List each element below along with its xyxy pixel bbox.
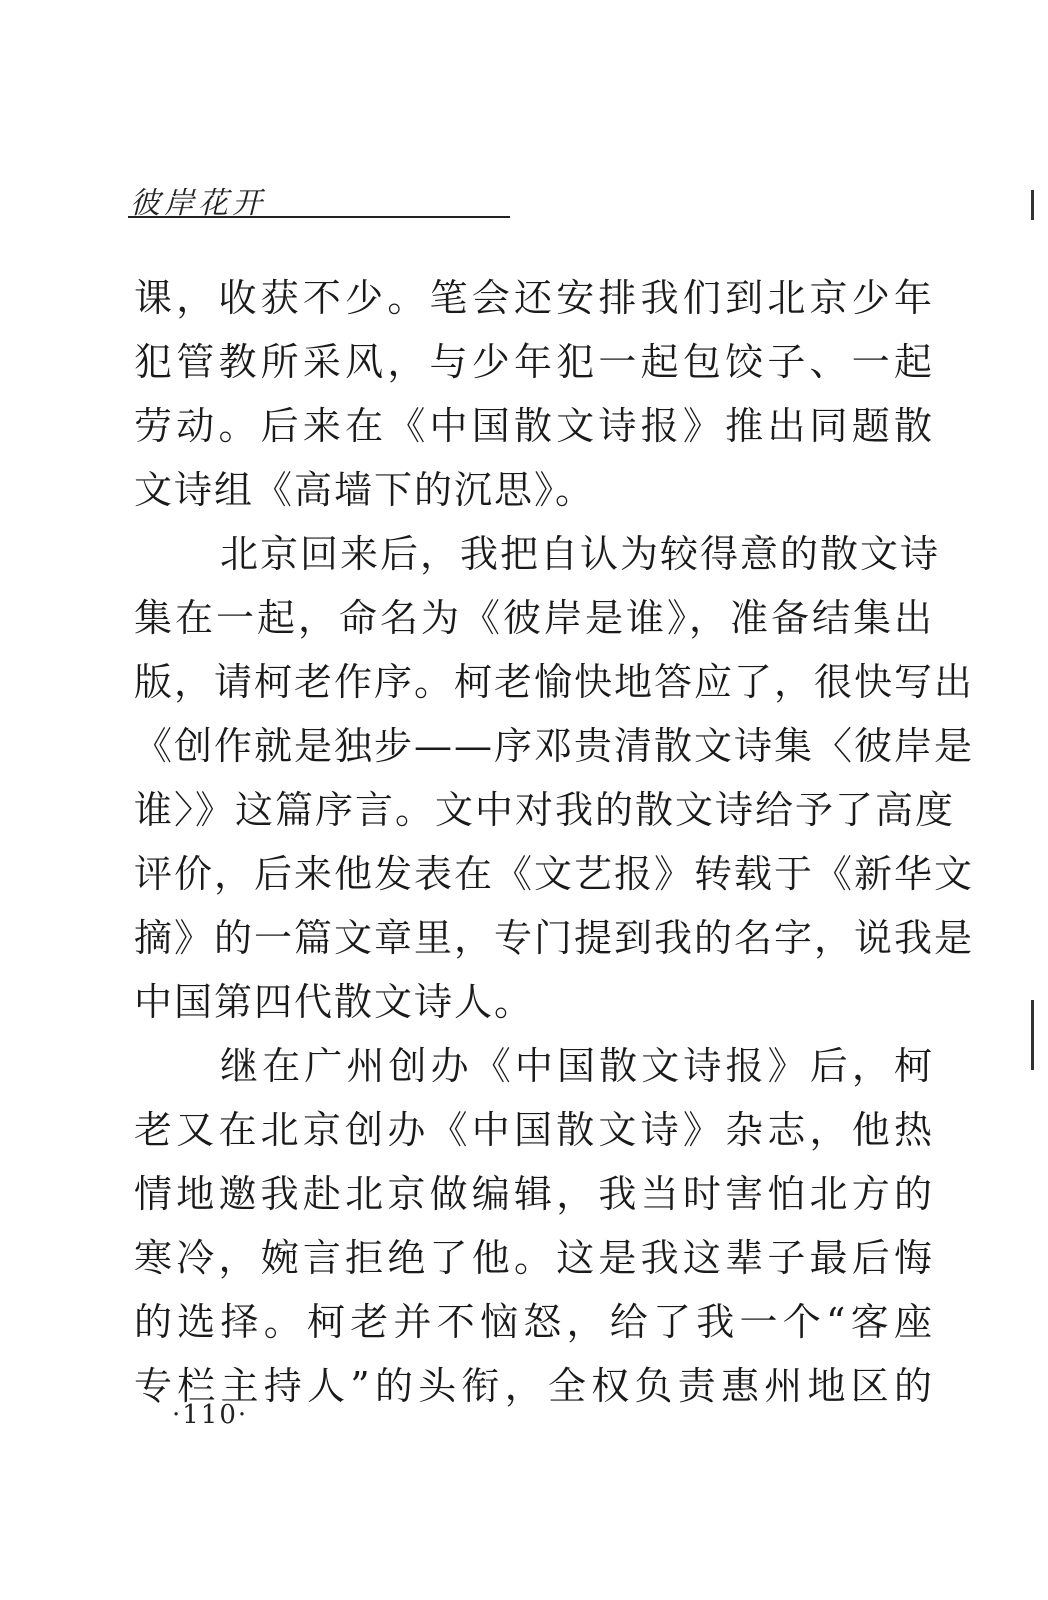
page-number: ·110·: [172, 1400, 249, 1430]
text-line: 北京回来后，我把自认为较得意的散文诗: [220, 532, 941, 576]
text-line: 的选择。柯老并不恼怒，给了我一个“客座: [134, 1300, 934, 1344]
text-line: 寒冷，婉言拒绝了他。这是我这辈子最后悔: [134, 1236, 934, 1280]
text-line: 劳动。后来在《中国散文诗报》推出同题散: [134, 404, 934, 448]
text-line: 犯管教所采风，与少年犯一起包饺子、一起: [134, 340, 934, 384]
scan-edge-mark: [1031, 190, 1034, 220]
text-line: 情地邀我赴北京做编辑，我当时害怕北方的: [134, 1172, 934, 1216]
text-line: 版，请柯老作序。柯老愉快地答应了，很快写出: [134, 660, 975, 704]
text-line: 摘》的一篇文章里，专门提到我的名字，说我是: [134, 916, 975, 960]
text-line: 课，收获不少。笔会还安排我们到北京少年: [134, 276, 934, 320]
scan-edge-mark: [1031, 1000, 1034, 1070]
text-line: 老又在北京创办《中国散文诗》杂志，他热: [134, 1108, 934, 1152]
text-line: 专栏主持人”的头衔，全权负责惠州地区的: [134, 1364, 934, 1408]
text-line: 《创作就是独步——序邓贵清散文诗集〈彼岸是: [134, 724, 975, 768]
text-line: 集在一起，命名为《彼岸是谁》，准备结集出: [134, 596, 934, 640]
running-header: 彼岸花开: [130, 186, 266, 221]
text-line: 评价，后来他发表在《文艺报》转载于《新华文: [134, 852, 975, 896]
text-line: 中国第四代散文诗人。: [134, 980, 535, 1024]
text-line: 文诗组《高墙下的沉思》。: [134, 468, 596, 512]
text-line: 谁〉》这篇序言。文中对我的散文诗给予了高度: [134, 788, 956, 832]
text-line: 继在广州创办《中国散文诗报》后，柯: [220, 1044, 934, 1088]
body-text: [134, 266, 975, 1418]
header-rule: [128, 216, 510, 218]
